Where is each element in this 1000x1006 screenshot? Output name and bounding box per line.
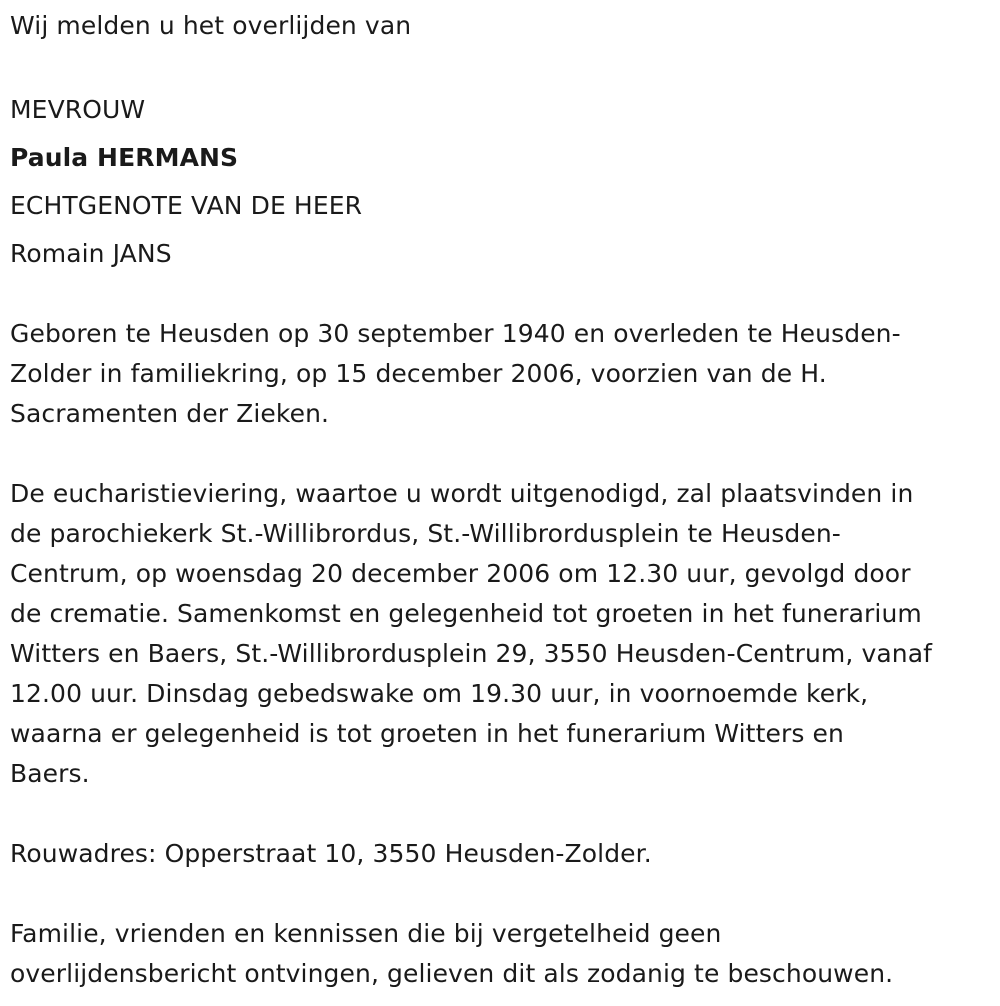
paragraph-line: waarna er gelegenheid is tot groeten in het funerarium Witters en: [10, 719, 844, 748]
paragraph-line: Witters en Baers, St.-Willibrordusplein 29, 3550 Heusden-Centrum, vanaf: [10, 639, 933, 668]
paragraph-line: de parochiekerk St.-Willibrordus, St.-Willibrordusplein te Heusden-: [10, 519, 841, 548]
birth-death-paragraph: [10, 314, 995, 434]
spacer: [10, 278, 995, 314]
paragraph-line: Baers.: [10, 759, 90, 788]
ceremony-paragraph: [10, 474, 995, 794]
spacer: [10, 794, 995, 834]
paragraph-line: Geboren te Heusden op 30 september 1940 en overleden te Heusden-: [10, 319, 901, 348]
paragraph-line: Centrum, op woensdag 20 december 2006 om 12.30 uur, gevolgd door: [10, 559, 911, 588]
address-paragraph: [10, 834, 995, 874]
intro-text: Wij melden u het overlijden van: [10, 11, 412, 40]
spouse-name: Romain JANS: [10, 239, 172, 268]
paragraph-line: overlijdensbericht ontvingen, gelieven dit als zodanig te beschouwen.: [10, 959, 894, 988]
death-notice: [10, 6, 995, 994]
closing-paragraph: [10, 914, 995, 994]
person-name: Paula HERMANS: [10, 143, 239, 172]
paragraph-line: de crematie. Samenkomst en gelegenheid tot groeten in het funerarium: [10, 599, 922, 628]
spacer: [10, 434, 995, 474]
paragraph-line: 12.00 uur. Dinsdag gebedswake om 19.30 uur, in voornoemde kerk,: [10, 679, 869, 708]
paragraph-line: Zolder in familiekring, op 15 december 2006, voorzien van de H.: [10, 359, 827, 388]
spacer: [10, 874, 995, 914]
mourning-address: Rouwadres: Opperstraat 10, 3550 Heusden-Zolder.: [10, 839, 652, 868]
paragraph-line: Familie, vrienden en kennissen die bij vergetelheid geen: [10, 919, 722, 948]
person-relation: ECHTGENOTE VAN DE HEER: [10, 191, 363, 220]
person-block: [10, 86, 995, 278]
spacer: [10, 46, 995, 86]
paragraph-line: De eucharistieviering, waartoe u wordt uitgenodigd, zal plaatsvinden in: [10, 479, 914, 508]
person-title: MEVROUW: [10, 95, 146, 124]
paragraph-line: Sacramenten der Zieken.: [10, 399, 330, 428]
